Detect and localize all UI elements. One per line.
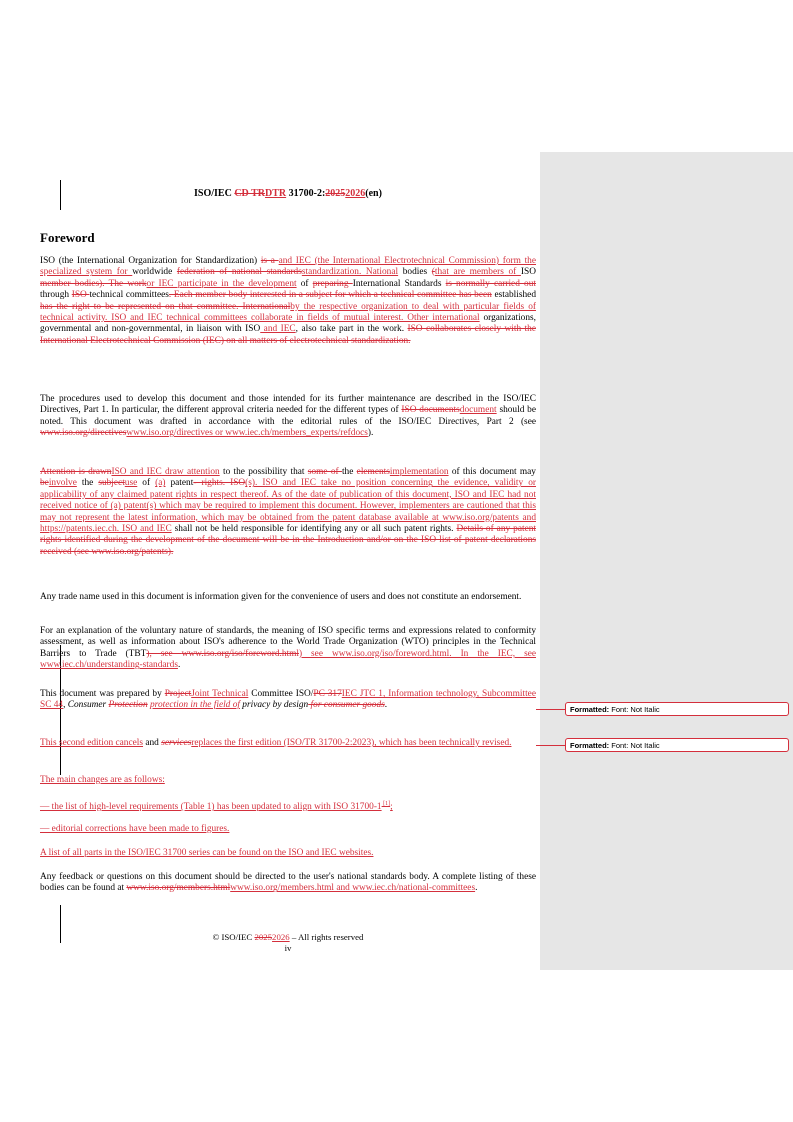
paragraph-prepared-by: This document was prepared by ProjectJoint Technical Committee ISO/PC 317IEC JTC 1, Information technology, Subcommittee SC 44, Consumer Protection protection in the field of privacy by design for consumer goods. bbox=[40, 689, 536, 711]
comment-balloon[interactable]: Formatted: Font: Not Italic bbox=[565, 702, 789, 716]
markup-pane bbox=[540, 152, 793, 970]
comment-balloon[interactable]: Formatted: Font: Not Italic bbox=[565, 738, 789, 752]
list-item-editorial: — editorial corrections have been made to figures. bbox=[40, 824, 230, 834]
paragraph-patents: Attention is drawnISO and IEC draw attention to the possibility that some of the elementsimplementation of this document may beinvolve the subjectuse of (a) patent- rights. ISO(s). ISO and IEC take no position concerning the evidence, validity or applicability of any claimed patent rights in respect thereof. As of the date of publication of this document, ISO and IEC had not received notice of (a) patent(s) which may be required to implement this document. However, implementers are cautioned that this may not represent the latest information, which may be obtained from the patent database available at www.iso.org/patents and https://patents.iec.ch. ISO and IEC shall not be held responsible for identifying any or all such patent rights. Details of any patent rights identified during the development of the document will be in the Introduction and/or on the ISO list of patent declarations received (see www.iso.org/patents). bbox=[40, 467, 537, 557]
page-number: iv bbox=[284, 943, 292, 953]
paragraph-procedures: The procedures used to develop this document and those intended for its further maintenance are described in the ISO/IEC Directives, Part 1. In particular, the different approval criteria needed for the different types of ISO documentsdocument should be noted. This document was drafted in accordance with the editorial rules of the ISO/IEC Directives, Part 2 (see www.iso.org/directiveswww.iso.org/directives or www.iec.ch/members_experts/refdocs). bbox=[40, 394, 536, 439]
comment-leader bbox=[536, 745, 566, 746]
page-footer: © ISO/IEC 20252026 – All rights reserved iv bbox=[40, 932, 536, 954]
document-header: ISO/IEC CD TRDTR 31700-2:20252026(en) bbox=[194, 188, 382, 199]
paragraph-intro: ISO (the International Organization for Standardization) is a and IEC (the International Electrotechnical Commission) form the specialized system for worldwide federation of national standardsstandardization. National bodies (that are members of ISO member bodies). The workor IEC participate in the development of preparing International Standards is normally carried out through ISO technical committees. Each member body interested in a subject for which a technical committee has been established has the right to be represented on that committee. Internationalby the respective organization to deal with particular fields of technical activity. ISO and IEC technical committees collaborate in fields of mutual interest. Other international organizations, governmental and non-governmental, in liaison with ISO and IEC, also take part in the work. ISO collaborates closely with the International Electrotechnical Commission (IEC) on all matters of electrotechnical standardization. bbox=[40, 256, 536, 346]
paragraph-main-changes: The main changes are as follows: bbox=[40, 775, 165, 785]
paragraph-parts-list: A list of all parts in the ISO/IEC 31700 series can be found on the ISO and IEC websites. bbox=[40, 848, 374, 858]
comment-leader bbox=[536, 709, 566, 710]
list-item-requirements: — the list of high-level requirements (Table 1) has been updated to align with ISO 31700-1 [1]; bbox=[40, 801, 393, 813]
paragraph-feedback: Any feedback or questions on this document should be directed to the user's national standards body. A complete listing of these bodies can be found at www.iso.org/members.htmlwww.iso.org/members.html and www.iec.ch/national-committees. bbox=[40, 872, 536, 894]
paragraph-voluntary: For an explanation of the voluntary nature of standards, the meaning of ISO specific terms and expressions related to conformity assessment, as well as information about ISO's adherence to the World Trade Organization (WTO) principles in the Technical Barriers to Trade (TBT), see www.iso.org/iso/foreword.html) see www.iso.org/iso/foreword.html. In the IEC, see www.iec.ch/understanding-standards. bbox=[40, 626, 536, 671]
page-title: Foreword bbox=[40, 230, 95, 245]
paragraph-edition: This second edition cancels and servicesreplaces the first edition (ISO/TR 31700-2:2023), which has been technically revised. bbox=[40, 738, 512, 748]
paragraph-trade-name: Any trade name used in this document is information given for the convenience of users and does not constitute an endorsement. bbox=[40, 592, 522, 602]
